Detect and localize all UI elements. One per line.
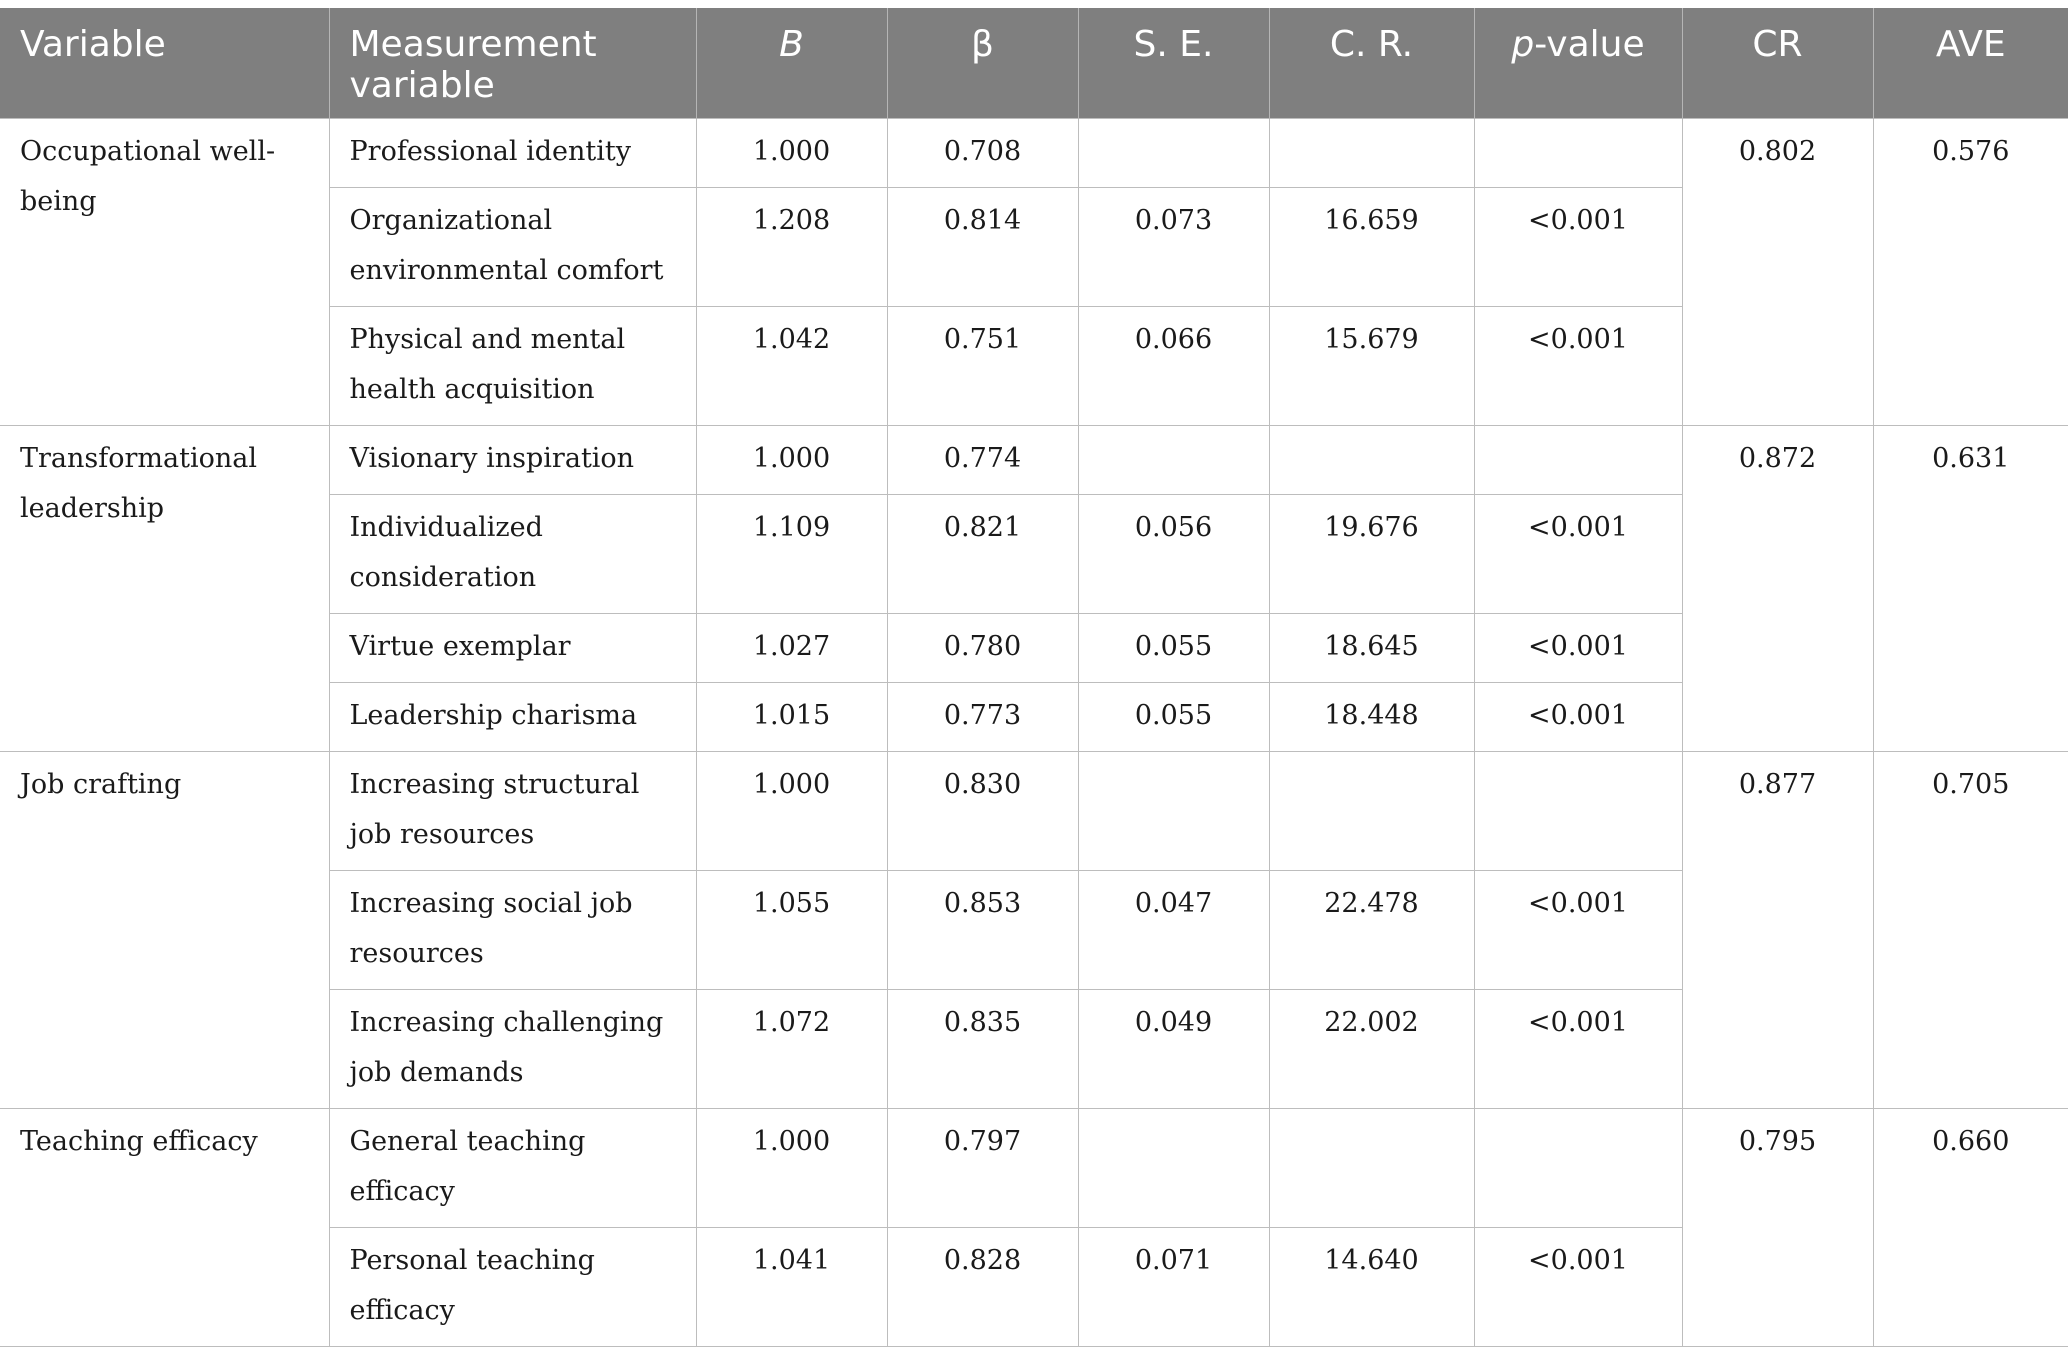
se-cell [1078, 425, 1269, 494]
header-beta: β [887, 8, 1078, 118]
table-row [0, 425, 2068, 494]
ave-cell: 0.631 [1873, 425, 2068, 751]
beta-cell: 0.814 [887, 187, 1078, 306]
variable-cell: Teaching efficacy [0, 1108, 329, 1346]
se-cell: 0.047 [1078, 870, 1269, 989]
p-value-cell [1474, 1108, 1682, 1227]
b-cell: 1.027 [696, 613, 887, 682]
cr-ratio-cell: 14.640 [1269, 1227, 1474, 1346]
p-value-cell: <0.001 [1474, 989, 1682, 1108]
measure-cell: General teaching efficacy [329, 1108, 696, 1227]
header-row [0, 8, 2068, 118]
cr-ratio-cell: 22.002 [1269, 989, 1474, 1108]
cr-ratio-cell: 15.679 [1269, 306, 1474, 425]
measure-cell: Increasing structural job resources [329, 751, 696, 870]
b-cell: 1.015 [696, 682, 887, 751]
p-value-cell: <0.001 [1474, 494, 1682, 613]
cr-ratio-cell [1269, 751, 1474, 870]
cr-ratio-cell: 18.645 [1269, 613, 1474, 682]
cr-ratio-cell: 18.448 [1269, 682, 1474, 751]
table-row [0, 118, 2068, 187]
se-cell: 0.055 [1078, 613, 1269, 682]
p-value-cell: <0.001 [1474, 870, 1682, 989]
se-cell [1078, 1108, 1269, 1227]
table-row [0, 1108, 2068, 1227]
p-value-cell [1474, 751, 1682, 870]
cr-ratio-cell [1269, 425, 1474, 494]
ave-cell: 0.660 [1873, 1108, 2068, 1346]
se-cell: 0.049 [1078, 989, 1269, 1108]
header-p-value [1474, 8, 1682, 118]
header-cr-ratio: C. R. [1269, 8, 1474, 118]
header-p-rest: -value [1534, 24, 1645, 65]
header-ave: AVE [1873, 8, 2068, 118]
b-cell: 1.208 [696, 187, 887, 306]
se-cell: 0.055 [1078, 682, 1269, 751]
b-cell: 1.055 [696, 870, 887, 989]
measure-cell: Increasing social job resources [329, 870, 696, 989]
header-se: S. E. [1078, 8, 1269, 118]
se-cell: 0.073 [1078, 187, 1269, 306]
beta-cell: 0.780 [887, 613, 1078, 682]
cr-cell: 0.872 [1682, 425, 1873, 751]
table-header [0, 8, 2068, 118]
beta-cell: 0.830 [887, 751, 1078, 870]
p-value-cell: <0.001 [1474, 306, 1682, 425]
measure-cell: Visionary inspiration [329, 425, 696, 494]
se-cell [1078, 751, 1269, 870]
beta-cell: 0.774 [887, 425, 1078, 494]
beta-cell: 0.708 [887, 118, 1078, 187]
header-variable: Variable [0, 8, 329, 118]
b-cell: 1.000 [696, 425, 887, 494]
beta-cell: 0.797 [887, 1108, 1078, 1227]
measure-cell: Individualized consideration [329, 494, 696, 613]
cr-ratio-cell [1269, 1108, 1474, 1227]
header-b [696, 8, 887, 118]
beta-cell: 0.773 [887, 682, 1078, 751]
results-table [0, 8, 2068, 1347]
table-row [0, 751, 2068, 870]
ave-cell: 0.576 [1873, 118, 2068, 425]
measure-cell: Organizational environmental comfort [329, 187, 696, 306]
cr-ratio-cell: 16.659 [1269, 187, 1474, 306]
cr-cell: 0.795 [1682, 1108, 1873, 1346]
cr-ratio-cell: 22.478 [1269, 870, 1474, 989]
se-cell [1078, 118, 1269, 187]
se-cell: 0.066 [1078, 306, 1269, 425]
measure-cell: Personal teaching efficacy [329, 1227, 696, 1346]
p-value-cell [1474, 425, 1682, 494]
header-measurement-variable: Measurement variable [329, 8, 696, 118]
variable-cell: Occupational well-being [0, 118, 329, 425]
se-cell: 0.071 [1078, 1227, 1269, 1346]
p-value-cell [1474, 118, 1682, 187]
measure-cell: Professional identity [329, 118, 696, 187]
beta-cell: 0.835 [887, 989, 1078, 1108]
header-b-label: B [779, 24, 804, 65]
variable-cell: Job crafting [0, 751, 329, 1108]
header-p-italic: p [1511, 24, 1535, 65]
b-cell: 1.000 [696, 751, 887, 870]
measure-cell: Physical and mental health acquisition [329, 306, 696, 425]
b-cell: 1.000 [696, 118, 887, 187]
cr-cell: 0.802 [1682, 118, 1873, 425]
header-cr: CR [1682, 8, 1873, 118]
b-cell: 1.072 [696, 989, 887, 1108]
cr-ratio-cell: 19.676 [1269, 494, 1474, 613]
measure-cell: Increasing challenging job demands [329, 989, 696, 1108]
p-value-cell: <0.001 [1474, 187, 1682, 306]
beta-cell: 0.853 [887, 870, 1078, 989]
beta-cell: 0.821 [887, 494, 1078, 613]
p-value-cell: <0.001 [1474, 1227, 1682, 1346]
se-cell: 0.056 [1078, 494, 1269, 613]
beta-cell: 0.828 [887, 1227, 1078, 1346]
beta-cell: 0.751 [887, 306, 1078, 425]
variable-cell: Transformational leadership [0, 425, 329, 751]
measure-cell: Leadership charisma [329, 682, 696, 751]
b-cell: 1.042 [696, 306, 887, 425]
measure-cell: Virtue exemplar [329, 613, 696, 682]
table-body [0, 118, 2068, 1346]
ave-cell: 0.705 [1873, 751, 2068, 1108]
cr-cell: 0.877 [1682, 751, 1873, 1108]
p-value-cell: <0.001 [1474, 613, 1682, 682]
b-cell: 1.109 [696, 494, 887, 613]
p-value-cell: <0.001 [1474, 682, 1682, 751]
b-cell: 1.041 [696, 1227, 887, 1346]
b-cell: 1.000 [696, 1108, 887, 1227]
cr-ratio-cell [1269, 118, 1474, 187]
